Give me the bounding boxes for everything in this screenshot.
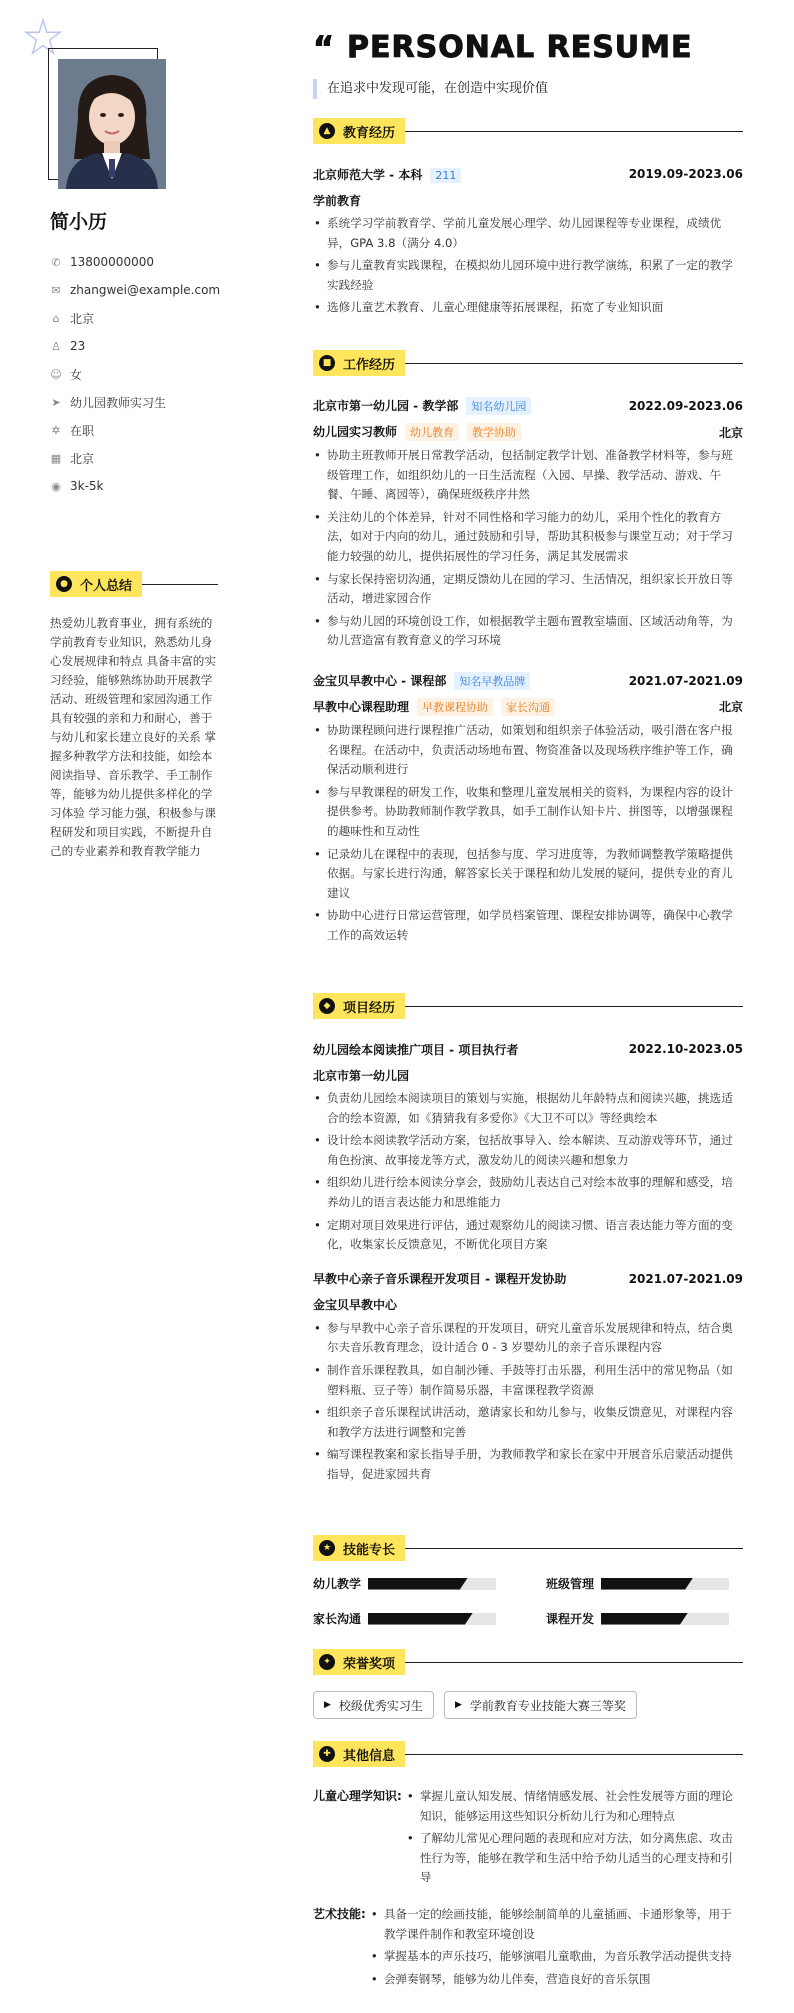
skills-section <box>313 1535 743 1627</box>
status-icon: ✲ <box>51 423 61 437</box>
contact-text: 幼儿园教师实习生 <box>70 395 167 410</box>
education-title: 教育经历 <box>343 125 396 141</box>
user-icon: ● <box>56 576 72 592</box>
summary-title: 个人总结 <box>80 578 133 594</box>
other-section-header <box>313 1741 743 1767</box>
project-org: 金宝贝早教中心 <box>313 1298 398 1313</box>
project-entry-head <box>313 1039 743 1059</box>
other-info-row <box>313 1787 743 1891</box>
education-date: 2019.09-2023.06 <box>628 167 743 181</box>
skills-grid <box>313 1575 743 1627</box>
candidate-name: 简小历 <box>50 211 108 233</box>
skill-bar-fill <box>601 1613 688 1625</box>
award-name: 学前教育专业技能大赛三等奖 <box>469 1698 626 1713</box>
project-date: 2021.07-2021.09 <box>628 1271 743 1286</box>
resume-header <box>313 30 743 70</box>
project-bullet: • 制作音乐课程教具，如自制沙锤、手鼓等打击乐器，利用生活中的常见物品（如塑料瓶、豆子等）制作简易乐器，丰富课程教学资源 <box>313 1361 743 1400</box>
work-bullet: • 与家长保持密切沟通，定期反馈幼儿在园的学习、生活情况，组织家长开放日等活动，增进家园合作 <box>313 570 743 609</box>
building-icon: ▦ <box>50 451 62 465</box>
send-icon: ➤ <box>51 395 61 409</box>
education-bullet: • 系统学习学前教育学、学前儿童发展心理学、幼儿园课程等专业课程，成绩优异，GPA 3.8（满分 4.0） <box>313 214 743 253</box>
salary-icon: ◉ <box>51 479 61 493</box>
work-bullet: • 协助中心进行日常运营管理，如学员档案管理、课程安排协调等，确保中心教学工作的高效运转 <box>313 906 743 945</box>
contact-item <box>50 444 220 472</box>
projects-section-tag <box>313 993 405 1019</box>
education-section-tag <box>313 118 405 144</box>
work-bullets <box>313 721 743 946</box>
motto: 在追求中发现可能，在创造中实现价值 <box>313 79 548 99</box>
work-section-header <box>313 350 743 376</box>
phone-icon: ✆ <box>51 255 61 269</box>
education-section-header <box>313 118 743 144</box>
education-entry-head <box>313 164 743 184</box>
project-list <box>313 1039 743 1485</box>
work-org-tag: 知名早教品牌 <box>454 672 530 690</box>
contact-item <box>50 388 220 416</box>
other-info-bullets <box>370 1905 743 1992</box>
resume-title-text: PERSONAL RESUME <box>347 30 693 65</box>
section-divider <box>405 1006 743 1007</box>
work-org-tag: 知名幼儿园 <box>466 397 531 415</box>
grid-icon: ◆ <box>319 998 335 1014</box>
sidebar <box>0 0 270 2013</box>
project-bullet: • 组织亲子音乐课程试讲活动，邀请家长和幼儿参与，收集反馈意见，对课程内容和教学方法进行调整和完善 <box>313 1403 743 1442</box>
work-title: 工作经历 <box>343 357 396 373</box>
skill-item <box>313 1575 510 1592</box>
contact-item <box>50 416 220 444</box>
work-bullet: • 参与早教课程的研发工作，收集和整理儿童发展相关的资料，为课程内容的设计提供参考。协助教师制作教学教具，如手工制作认知卡片、拼图等，以增强课程的趣味性和互动性 <box>313 783 743 842</box>
work-city: 北京 <box>718 425 743 440</box>
work-entry <box>313 671 743 946</box>
project-name: 早教中心亲子音乐课程开发项目 - 课程开发协助 <box>313 1272 567 1287</box>
work-skill-tag: 幼儿教育 <box>405 423 459 441</box>
major: 学前教育 <box>313 193 362 208</box>
other-info-bullet: • 了解幼儿常见心理问题的表现和应对方法，如分离焦虑、攻击性行为等，能够在教学和生活中给予幼儿适当的心理支持和引导 <box>406 1829 743 1888</box>
project-bullet: • 编写课程教案和家长指导手册，为教师教学和家长在家中开展音乐启蒙活动提供指导，促进家园共育 <box>313 1445 743 1484</box>
section-divider <box>405 1548 743 1549</box>
quote-mark-icon: “ <box>313 28 336 67</box>
contact-info-list <box>50 248 220 500</box>
awards-section <box>313 1649 743 1719</box>
other-list <box>313 1787 743 1992</box>
work-org-wrap <box>313 672 530 690</box>
awards-section-header <box>313 1649 743 1675</box>
work-section <box>313 350 743 948</box>
work-bullet: • 参与幼儿园的环境创设工作，如根据教学主题布置教室墙面、区域活动角等，为幼儿营造富有教育意义的学习环境 <box>313 612 743 651</box>
skills-section-header <box>313 1535 743 1561</box>
info-icon: ✚ <box>319 1746 335 1762</box>
award-chip <box>444 1691 637 1719</box>
contact-text: 在职 <box>70 423 95 438</box>
work-bullets <box>313 446 743 651</box>
other-info-label: 儿童心理学知识: <box>313 1789 402 1803</box>
skill-item <box>546 1610 743 1627</box>
education-bullet: • 参与儿童教育实践课程，在模拟幼儿园环境中进行教学演练，积累了一定的教学实践经验 <box>313 256 743 295</box>
work-role-wrap <box>313 423 521 441</box>
section-divider <box>405 131 743 132</box>
work-role-wrap <box>313 698 555 716</box>
projects-section-header <box>313 993 743 1019</box>
projects-title: 项目经历 <box>343 1000 396 1016</box>
work-date: 2021.07-2021.09 <box>628 673 743 688</box>
other-info-bullets <box>406 1787 743 1891</box>
work-section-tag <box>313 350 405 376</box>
bolt-icon: ★ <box>319 1540 335 1556</box>
work-bullet: • 协助课程顾问进行课程推广活动，如策划和组织亲子体验活动，吸引潜在客户报名课程。在活动中，负责活动场地布置、物资准备以及现场秩序维护等工作，确保活动顺利进行 <box>313 721 743 780</box>
skill-bar <box>368 1613 496 1625</box>
skills-section-tag <box>313 1535 405 1561</box>
project-entry <box>313 1269 743 1485</box>
other-info-bullet: • 具备一定的绘画技能，能够绘制简单的儿童插画、卡通形象等，用于教学课件制作和教室环境创设 <box>370 1905 743 1944</box>
contact-item <box>50 360 220 388</box>
project-bullet: • 组织幼儿进行绘本阅读分享会，鼓励幼儿表达自己对绘本故事的理解和感受，培养幼儿的语言表达能力和思维能力 <box>313 1173 743 1212</box>
work-skill-tag: 家长沟通 <box>501 698 555 716</box>
project-bullet: • 参与早教中心亲子音乐课程的开发项目，研究儿童音乐发展规律和特点，结合奥尔夫音乐教育理念，设计适合 0 - 3 岁婴幼儿的亲子音乐课程内容 <box>313 1319 743 1358</box>
project-bullet: • 设计绘本阅读教学活动方案，包括故事导入、绘本解读、互动游戏等环节，通过角色扮演、故事接龙等方式，激发幼儿的阅读兴趣和想象力 <box>313 1131 743 1170</box>
play-triangle-icon: ▶ <box>454 1700 462 1710</box>
skill-name: 幼儿教学 <box>313 1577 362 1591</box>
work-org: 北京市第一幼儿园 - 教学部 <box>313 399 459 413</box>
avatar <box>58 59 166 189</box>
other-info-bullet: • 掌握儿童认知发展、情绪情感发展、社会性发展等方面的理论知识，能够运用这些知识分析幼儿行为和心理特点 <box>406 1787 743 1826</box>
contact-text: 23 <box>70 339 86 353</box>
contact-item <box>50 304 220 332</box>
work-role: 早教中心课程助理 <box>313 699 410 714</box>
section-divider <box>405 1662 743 1663</box>
mail-icon: ✉ <box>51 283 61 297</box>
section-divider <box>405 1754 743 1755</box>
other-info-bullet: • 掌握基本的声乐技巧，能够演唱儿童歌曲，为音乐教学活动提供支持 <box>370 1947 743 1967</box>
skill-bar-fill <box>601 1578 693 1590</box>
work-date: 2022.09-2023.06 <box>628 399 743 413</box>
project-bullet: • 定期对项目效果进行评估，通过观察幼儿的阅读习惯、语言表达能力等方面的变化，收集家长反馈意见，不断优化项目方案 <box>313 1216 743 1255</box>
work-entry-head <box>313 671 743 691</box>
summary-text: 热爱幼儿教育事业，拥有系统的学前教育专业知识，熟悉幼儿身心发展规律和特点 具备丰富的实习经验，能够熟练协助开展教学活动、班级管理和家园沟通工作 具有较强的亲和力和耐心，善于与幼儿和家长建立良好的关系 掌握多种教学方法和技能，如绘本阅读指导、音乐教学、手工制作等，能够为幼儿提供多样化的学习体验 学习能力强，积极参与课程研发和项目实践，不断提升自己的专业素养和教育教学能力 <box>50 616 216 858</box>
project-name: 幼儿园绘本阅读推广项目 - 项目执行者 <box>313 1042 519 1057</box>
other-info-label: 艺术技能: <box>313 1906 366 1921</box>
work-role-row <box>313 697 743 717</box>
work-bullet: • 记录幼儿在课程中的表现，包括参与度、学习进度等，为教师调整教学策略提供依据。与家长进行沟通，解答家长关于课程和幼儿发展的疑问，提供专业的育儿建议 <box>313 845 743 904</box>
project-entry <box>313 1039 743 1255</box>
gender-icon: ☺ <box>50 367 62 381</box>
summary-section-header <box>50 571 218 597</box>
work-org-wrap <box>313 397 531 415</box>
project-bullets <box>313 1319 743 1485</box>
project-bullets <box>313 1089 743 1255</box>
section-divider <box>405 363 743 364</box>
work-bullet: • 关注幼儿的个体差异，针对不同性格和学习能力的幼儿，采用个性化的教育方法，如对于内向的幼儿，通过鼓励和引导，帮助其积极参与课堂互动；对于学习能力较强的幼儿，提供拓展性的学习任务，满足其发展需求 <box>313 508 743 567</box>
other-section-tag <box>313 1741 405 1767</box>
other-info-row <box>313 1905 743 1992</box>
other-title: 其他信息 <box>343 1748 396 1764</box>
skill-bar <box>368 1578 496 1590</box>
work-skill-tag: 教学协助 <box>467 423 521 441</box>
summary-section-tag <box>50 571 142 597</box>
education-bullets <box>313 214 743 318</box>
trophy-icon: ✦ <box>319 1654 335 1670</box>
contact-text: 北京 <box>70 311 95 326</box>
awards-list <box>313 1691 743 1719</box>
other-section <box>313 1741 743 1992</box>
avatar-portrait-icon <box>58 59 166 189</box>
awards-section-tag <box>313 1649 405 1675</box>
work-bullet: • 协助主班教师开展日常教学活动，包括制定教学计划、准备教学材料等，参与班级管理工作，如组织幼儿的一日生活流程（入园、早操、教学活动、游戏、午餐、午睡、离园等），确保班级秩序井然 <box>313 446 743 505</box>
work-list <box>313 396 743 945</box>
work-entry <box>313 396 743 651</box>
education-bullet: • 选修儿童艺术教育、儿童心理健康等拓展课程，拓宽了专业知识面 <box>313 298 743 318</box>
skill-name: 家长沟通 <box>313 1612 362 1626</box>
skill-item <box>313 1610 510 1627</box>
other-info-bullet: • 会弹奏钢琴，能够为幼儿伴奏，营造良好的音乐氛围 <box>370 1970 743 1990</box>
award-chip <box>313 1691 434 1719</box>
skill-bar <box>601 1578 729 1590</box>
skill-bar-fill <box>368 1578 468 1590</box>
work-role-row <box>313 422 743 442</box>
home-icon: ⌂ <box>52 311 60 325</box>
skill-name: 课程开发 <box>546 1612 595 1626</box>
contact-text: 13800000000 <box>70 255 154 269</box>
projects-section <box>313 993 743 1488</box>
play-triangle-icon: ▶ <box>324 1700 331 1710</box>
contact-item <box>50 276 220 304</box>
contact-text: 北京 <box>70 451 95 466</box>
skill-bar <box>601 1613 729 1625</box>
graduation-cap-icon: ▲ <box>319 123 335 139</box>
school-tag: 211 <box>430 168 461 183</box>
skill-name: 班级管理 <box>546 1577 595 1591</box>
work-org: 金宝贝早教中心 - 课程部 <box>313 673 447 688</box>
contact-item <box>50 248 220 276</box>
contact-item <box>50 472 220 500</box>
awards-title: 荣誉奖项 <box>343 1656 396 1672</box>
work-skill-tag: 早教课程协助 <box>417 698 493 716</box>
education-section <box>313 118 743 321</box>
age-icon: ♙ <box>51 339 61 353</box>
contact-text: 女 <box>70 367 83 382</box>
contact-text: zhangwei@example.com <box>70 283 221 297</box>
project-entry-head <box>313 1269 743 1289</box>
work-entry-head <box>313 396 743 416</box>
section-divider <box>142 584 218 585</box>
briefcase-icon: ■ <box>319 355 335 371</box>
skill-item <box>546 1575 743 1592</box>
project-org: 北京市第一幼儿园 <box>313 1068 410 1083</box>
award-name: 校级优秀实习生 <box>338 1698 423 1713</box>
skill-bar-fill <box>368 1613 473 1625</box>
contact-text: 3k-5k <box>70 479 104 493</box>
school-name: 北京师范大学 - 本科 <box>313 167 423 182</box>
skills-title: 技能专长 <box>343 1542 396 1558</box>
project-bullet: • 负责幼儿园绘本阅读项目的策划与实施，根据幼儿年龄特点和阅读兴趣，挑选适合的绘本资源，如《猜猜我有多爱你》《大卫不可以》等经典绘本 <box>313 1089 743 1128</box>
project-date: 2022.10-2023.05 <box>628 1042 743 1056</box>
resume-title <box>313 30 743 65</box>
work-city: 北京 <box>718 700 743 715</box>
contact-item <box>50 332 220 360</box>
work-role: 幼儿园实习教师 <box>313 425 398 439</box>
